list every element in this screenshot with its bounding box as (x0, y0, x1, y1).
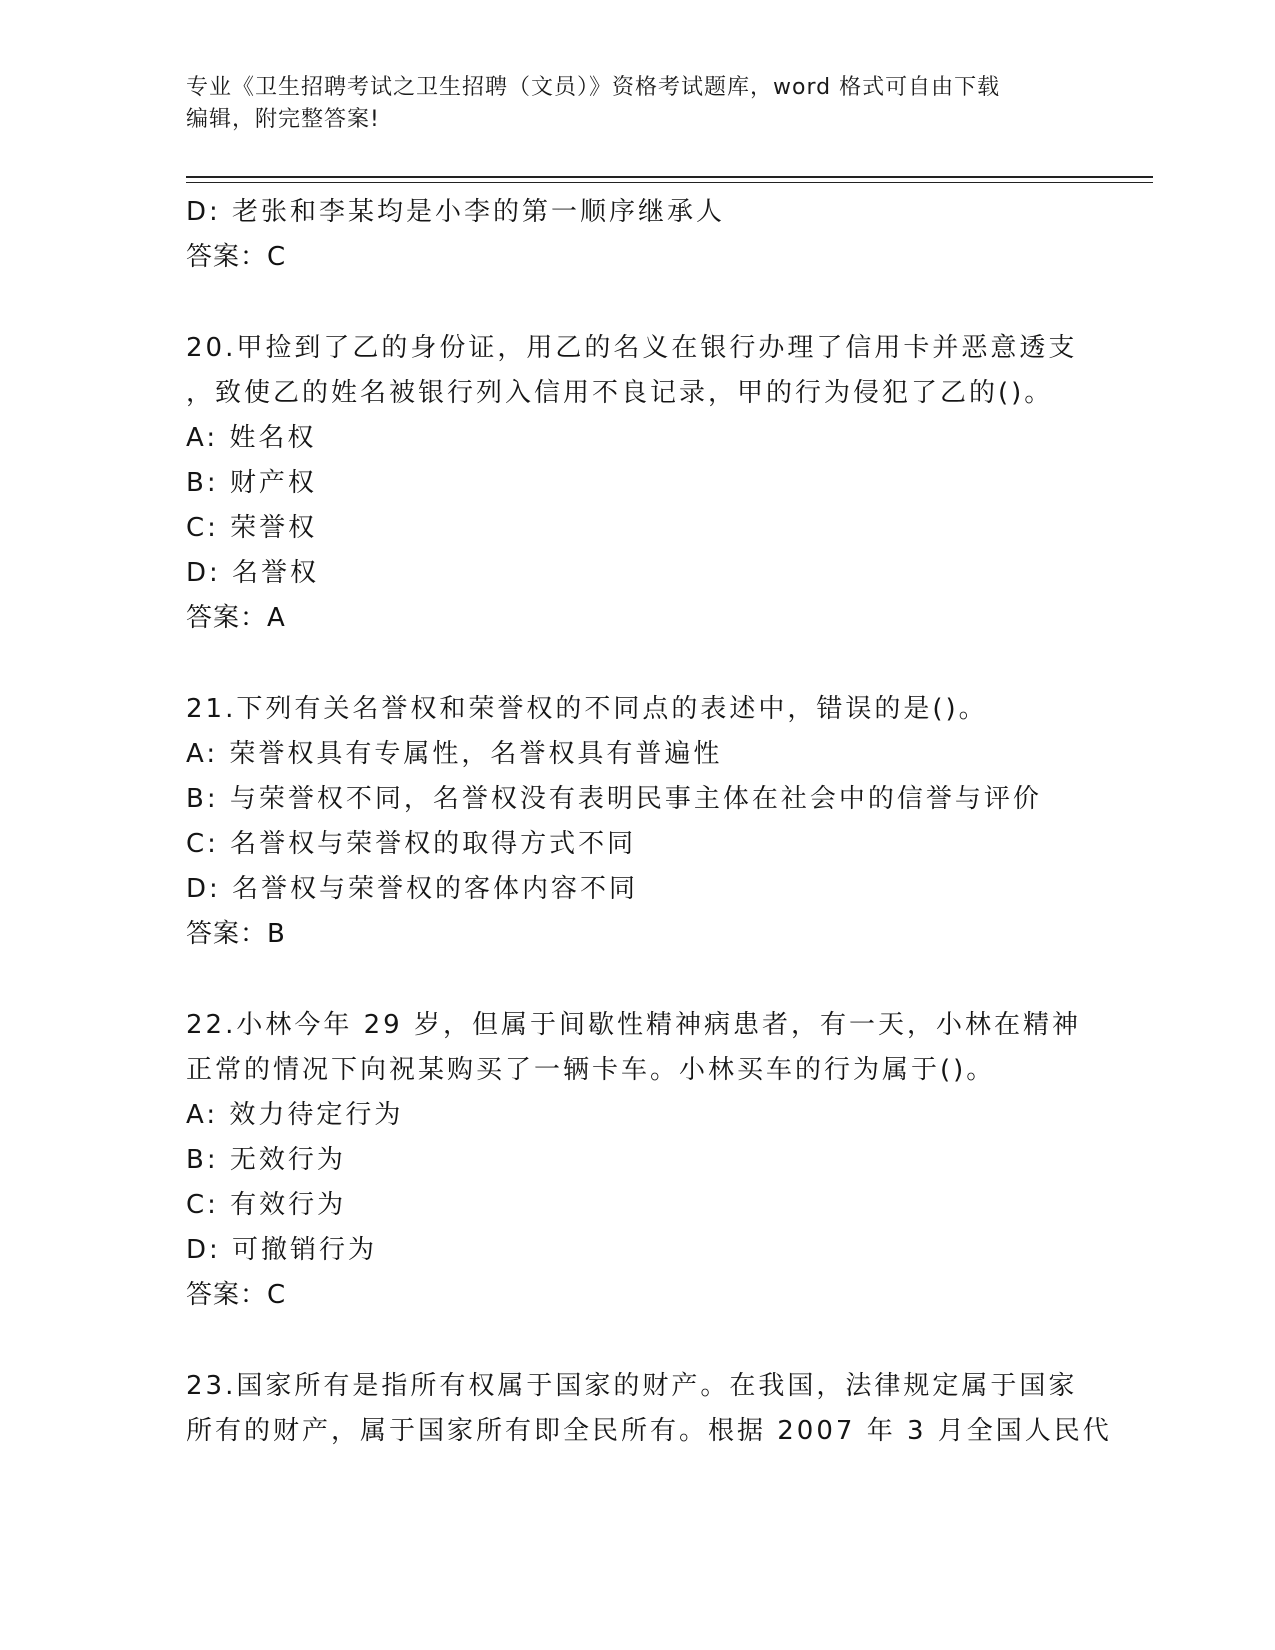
option-d: D: 名誉权 (186, 558, 320, 588)
header-line-1: 专业《卫生招聘考试之卫生招聘（文员）》资格考试题库，word 格式可自由下载 (186, 75, 1001, 100)
header-divider-thin (186, 182, 1153, 183)
question-stem-continued: 正常的情况下向祝某购买了一辆卡车。小林买车的行为属于()。 (186, 1055, 996, 1085)
document-header (186, 72, 1106, 136)
question-20 (186, 326, 1086, 641)
option-b: B: 财产权 (186, 468, 317, 498)
answer-label: 答案：B (186, 919, 286, 949)
option-c: C: 名誉权与荣誉权的取得方式不同 (186, 829, 637, 859)
spacer (186, 280, 1086, 326)
answer-label: 答案：C (186, 1280, 287, 1310)
option-d: D: 名誉权与荣誉权的客体内容不同 (186, 874, 639, 904)
question-stem: 21.下列有关名誉权和荣誉权的不同点的表述中，错误的是()。 (186, 694, 988, 724)
question-21 (186, 687, 1086, 957)
header-divider-thick (186, 176, 1153, 178)
question-stem: 23.国家所有是指所有权属于国家的财产。在我国，法律规定属于国家 (186, 1371, 1078, 1401)
option-a: A: 效力待定行为 (186, 1100, 404, 1130)
question-stem: 22.小林今年 29 岁，但属于间歇性精神病患者，有一天，小林在精神 (186, 1010, 1081, 1040)
option-b: B: 与荣誉权不同，名誉权没有表明民事主体在社会中的信誉与评价 (186, 784, 1042, 814)
header-line-2: 编辑，附完整答案! (186, 107, 380, 132)
question-list (186, 190, 1112, 1454)
answer-label: 答案：C (186, 242, 287, 272)
option-a: A: 荣誉权具有专属性，名誉权具有普遍性 (186, 739, 723, 769)
question-22 (186, 1003, 1086, 1318)
question-stem-continued: ，致使乙的姓名被银行列入信用不良记录，甲的行为侵犯了乙的()。 (186, 378, 1054, 408)
option-d: D: 可撤销行为 (186, 1235, 378, 1265)
option-a: A: 姓名权 (186, 423, 317, 453)
question-stem-continued: 所有的财产，属于国家所有即全民所有。根据 2007 年 3 月全国人民代 (186, 1416, 1112, 1446)
option-b: B: 无效行为 (186, 1145, 346, 1175)
spacer (186, 957, 1086, 1003)
question-19-tail (186, 190, 1086, 280)
option-c: C: 有效行为 (186, 1190, 347, 1220)
option-d: D: 老张和李某均是小李的第一顺序继承人 (186, 197, 726, 227)
option-c: C: 荣誉权 (186, 513, 318, 543)
question-23 (186, 1364, 1112, 1454)
answer-label: 答案：A (186, 603, 286, 633)
question-stem: 20.甲捡到了乙的身份证，用乙的名义在银行办理了信用卡并恶意透支 (186, 333, 1078, 363)
spacer (186, 641, 1086, 687)
spacer (186, 1318, 1086, 1364)
